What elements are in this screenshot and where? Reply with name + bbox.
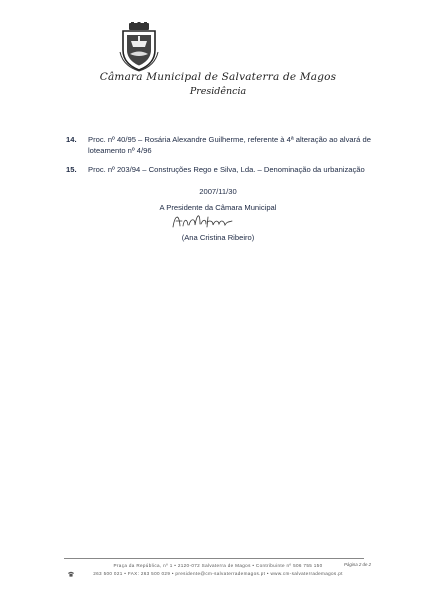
office-name: Presidência [189, 86, 247, 97]
footer-address: Praça da República, nº 1 • 2120-072 Salvaterra de Magos • Contribuinte nº 506 755 150 [113, 563, 323, 568]
page-number: Página 2 de 2 [344, 562, 372, 567]
footer-contacts: 263 500 021 • FAX: 263 500 029 • presidente@cm-salvaterrademagos.pt • www.cm-salvaterrademagos.pt [93, 571, 343, 576]
coat-of-arms-icon [118, 22, 160, 72]
document-date: 2007/11/30 [199, 187, 237, 196]
agenda-item-number: 15. [66, 165, 77, 174]
signer-name: (Ana Cristina Ribeiro) [181, 233, 255, 242]
handwritten-signature [170, 209, 236, 233]
agenda-item-number: 14. [66, 135, 77, 144]
agenda-item-text: Proc. nº 203/94 – Construções Rego e Silva, Lda. – Denominação da urbanização [88, 165, 365, 174]
footer-divider [64, 558, 364, 559]
signer-title: A Presidente da Câmara Municipal [159, 203, 277, 212]
municipality-name: Câmara Municipal de Salvaterra de Magos [99, 71, 337, 83]
agenda-item-text: Proc. nº 40/95 – Rosária Alexandre Guilherme, referente à 4ª alteração ao alvará de loteamento nº 4/96 [88, 135, 371, 155]
